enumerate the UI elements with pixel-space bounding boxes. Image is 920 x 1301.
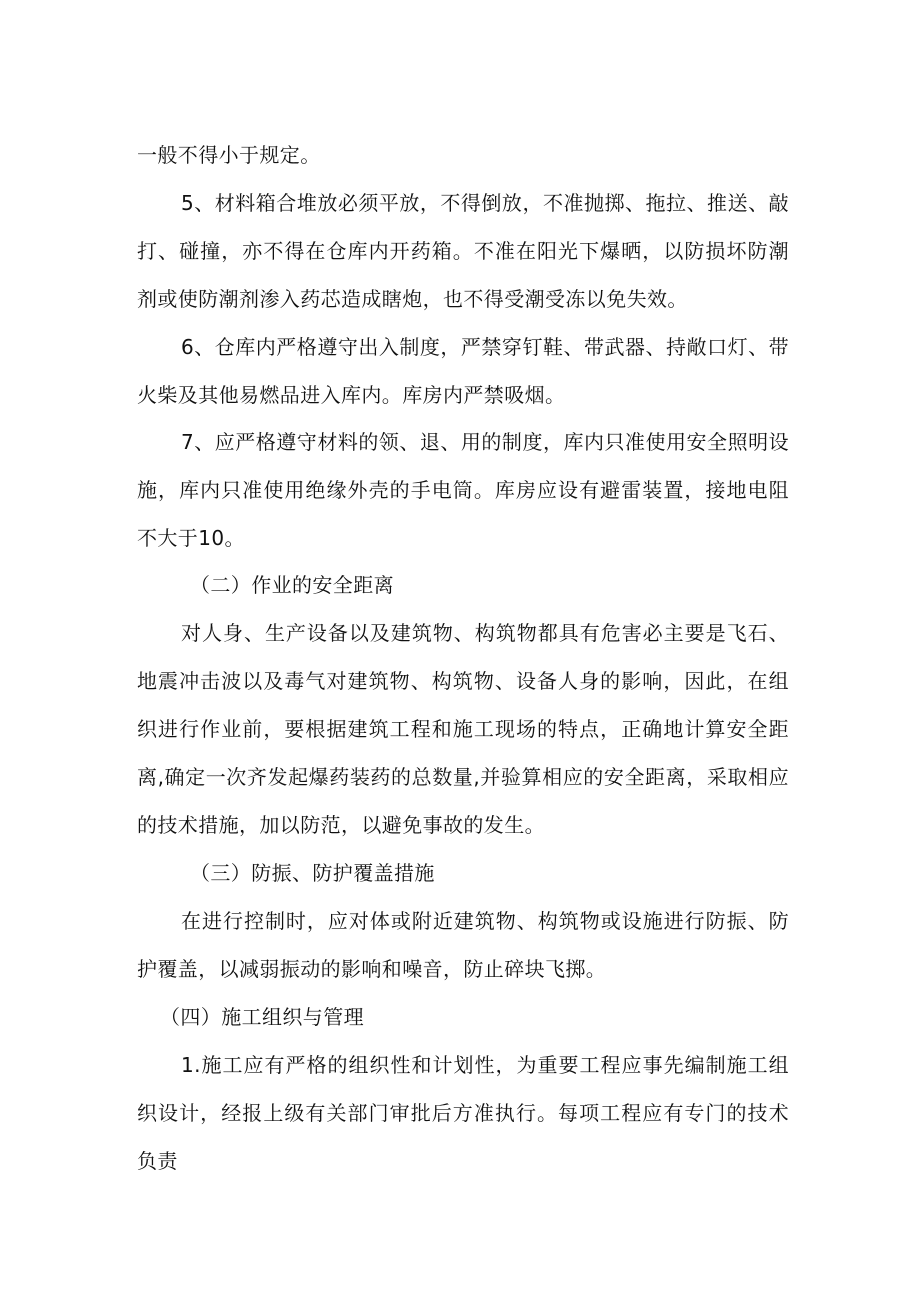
section-heading-safe-distance: （二）作业的安全距离 (190, 573, 394, 597)
section-heading-vibration-protection: （三）防振、防护覆盖措施 (190, 861, 435, 885)
paragraph-continuation: 一般不得小于规定。 (137, 143, 321, 167)
paragraph-vibration-protection: 在进行控制时，应对体或附近建筑物、构筑物或设施进行防振、防护覆盖，以减弱振动的影响和噪音，防止碎块飞掷。 (137, 909, 789, 981)
section-heading-construction-management: （四）施工组织与管理 (160, 1005, 364, 1029)
paragraph-item-6: 6、仓库内严格遵守出入制度，严禁穿钉鞋、带武器、持敞口灯、带火柴及其他易燃品进入库内。库房内严禁吸烟。 (137, 335, 789, 407)
paragraph-safe-distance: 对人身、生产设备以及建筑物、构筑物都具有危害必主要是飞石、地震冲击波以及毒气对建筑物、构筑物、设备人身的影响，因此，在组织进行作业前，要根据建筑工程和施工现场的特点，正确地计算安全距离,确定一次齐发起爆药装药的总数量,并验算相应的安全距离，采取相应的技术措施，加以防范，以避免事故的发生。 (137, 621, 789, 837)
paragraph-construction-organization: 1.施工应有严格的组织性和计划性，为重要工程应事先编制施工组织设计，经报上级有关部门审批后方准执行。每项工程应有专门的技术负责 (137, 1053, 789, 1173)
paragraph-item-5: 5、材料箱合堆放必须平放，不得倒放，不准抛掷、拖拉、推送、敲打、碰撞，亦不得在仓库内开药箱。不准在阳光下爆晒，以防损坏防潮剂或使防潮剂渗入药芯造成瞎炮，也不得受潮受冻以免失效。 (137, 191, 789, 311)
paragraph-item-7: 7、应严格遵守材料的领、退、用的制度，库内只准使用安全照明设施，库内只准使用绝缘外壳的手电筒。库房应设有避雷装置，接地电阻不大于10。 (137, 430, 789, 550)
